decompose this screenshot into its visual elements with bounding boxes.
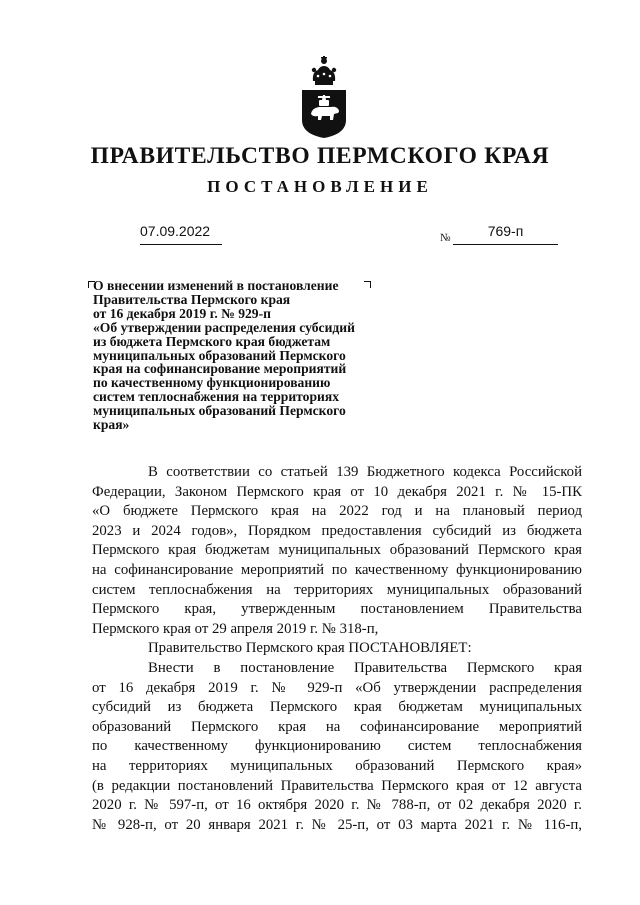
body-text-line: 2020 г. № 597-п, от 16 октября 2020 г. № 788-п, от 02 декабря 2020 г. bbox=[92, 797, 582, 814]
subject-line: по качественному функционированию bbox=[93, 375, 331, 391]
body-text-line: Правительство Пермского края ПОСТАНОВЛЯЕТ: bbox=[148, 640, 472, 657]
document-type: ПОСТАНОВЛЕНИЕ bbox=[207, 177, 433, 196]
body-text-line: 2023 и 2024 годов», Порядком предоставления субсидий из бюджета bbox=[92, 522, 582, 539]
subject-line: края на софинансирование мероприятий bbox=[93, 361, 347, 377]
body-text-line: Федерации, Законом Пермского края от 10 декабря 2021 г. № 15-ПК bbox=[92, 483, 582, 500]
body-text-line: «О бюджете Пермского края на 2022 год и на плановый период bbox=[92, 503, 582, 520]
body-text-line: по качественному функционированию систем теплоснабжения bbox=[92, 738, 582, 755]
body-text-line: образований Пермского края на софинансирование мероприятий bbox=[92, 718, 582, 735]
subject-line: муниципальных образований Пермского bbox=[93, 403, 346, 419]
subject-line: Правительства Пермского края bbox=[93, 291, 291, 307]
government-title: ПРАВИТЕЛЬСТВО ПЕРМСКОГО КРАЯ bbox=[90, 143, 550, 169]
body-text-line: систем теплоснабжения на территориях муниципальных образований bbox=[92, 581, 582, 598]
number-label: № bbox=[440, 232, 451, 244]
body-text-line: Внести в постановление Правительства Пермского края bbox=[148, 659, 582, 676]
body-text-line: на территориях муниципальных образований Пермского края» bbox=[92, 757, 582, 774]
body-text-line: Пермского края от 29 апреля 2019 г. № 318-п, bbox=[92, 620, 379, 637]
subject-line: от 16 декабря 2019 г. № 929-п bbox=[93, 305, 271, 321]
document-number: 769-п bbox=[453, 223, 558, 245]
body-text-line: Пермского края, утвержденным постановлением Правительства bbox=[92, 601, 582, 618]
subject-line: края» bbox=[93, 417, 130, 433]
subject-line: из бюджета Пермского края бюджетам bbox=[93, 333, 331, 349]
document-subject bbox=[93, 279, 403, 432]
coat-of-arms-emblem bbox=[296, 48, 352, 140]
subject-line: «Об утверждении распределения субсидий bbox=[93, 319, 355, 335]
body-text-line: на софинансирование мероприятий по качественному функционированию bbox=[92, 561, 582, 578]
body-text-line: № 928-п, от 20 января 2021 г. № 25-п, от 03 марта 2021 г. № 116-п, bbox=[92, 816, 582, 833]
body-text-line: (в редакции постановлений Правительства Пермского края от 12 августа bbox=[92, 777, 582, 794]
document-body bbox=[92, 463, 582, 835]
body-text-line: субсидий из бюджета Пермского края бюджетам муниципальных bbox=[92, 699, 582, 716]
document-date: 07.09.2022 bbox=[140, 223, 222, 245]
body-text-line: В соответствии со статьей 139 Бюджетного кодекса Российской bbox=[148, 464, 582, 480]
subject-line: О внесении изменений в постановление bbox=[93, 278, 339, 293]
subject-line: муниципальных образований Пермского bbox=[93, 347, 346, 363]
body-text-line: Пермского края бюджетам муниципальных образований Пермского края bbox=[92, 542, 582, 559]
subject-line: систем теплоснабжения на территориях bbox=[93, 389, 340, 405]
body-text-line: от 16 декабря 2019 г. № 929-п «Об утверждении распределения bbox=[92, 679, 582, 696]
